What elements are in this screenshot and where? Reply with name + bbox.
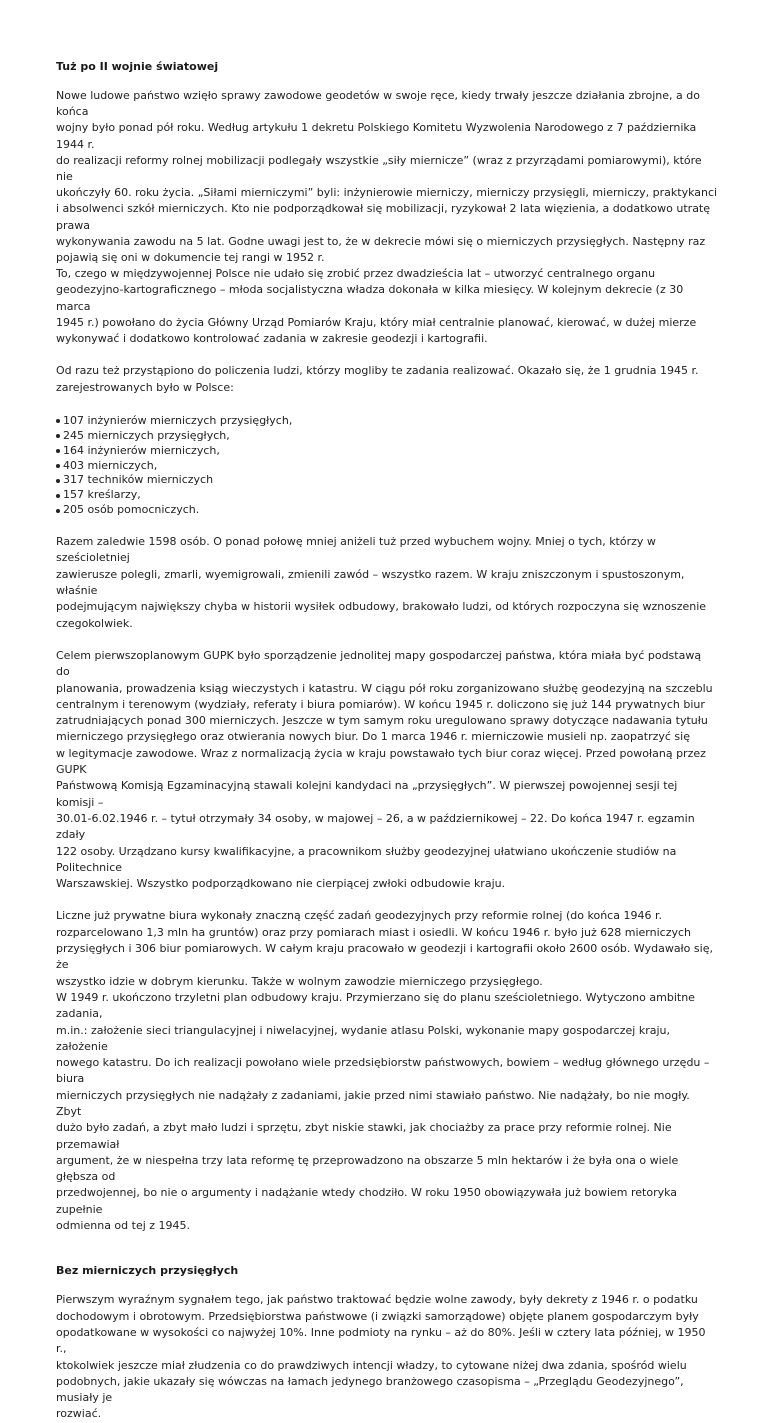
text-line: mierniczych przysięgłych nie nadążały z zadaniami, jakie przed nimi stawiało państwo. Nie nadążały, bo nie mogły. Zbyt <box>56 1088 690 1118</box>
text-line: wykonywać i dodatkowo kontrolować zadania w zakresie geodezji i kartografii. <box>56 332 488 346</box>
text-line: zawierusze polegli, zmarli, wyemigrowali, zmienili zawód – wszystko razem. W kraju zniszczonym i spustoszonym, właśnie <box>56 567 685 598</box>
text-line: dochodowym i obrotowym. Przedsiębiorstwa państwowe (i związki samorządowe) objęte planem gospodarczym były <box>56 1309 699 1323</box>
text-line: geodezyjno-kartograficznego – młoda socjalistyczna władza dokonała w kilka miesięcy. W kolejnym dekrecie (z 30 marca <box>56 283 684 313</box>
paragraph <box>56 88 718 347</box>
text-line: wykonywania zawodu na 5 lat. Godne uwagi jest to, że w dekrecie mówi się o mierniczych przysięgłych. Następny raz <box>56 234 706 248</box>
text-line: Nowe ludowe państwo wzięło sprawy zawodowe geodetów w swoje ręce, kiedy trwały jeszcze działania zbrojne, a do końca <box>56 89 700 119</box>
text-line: w legitymacje zawodowe. Wraz z normalizacją życia w kraju powstawało tych biur coraz więcej. Przed powołaną przez GUPK <box>56 746 706 777</box>
text-line: To, czego w międzywojennej Polsce nie udało się zrobić przez dwadzieścia lat – utworzyć centralnego organu <box>56 267 656 281</box>
text-line: dużo było zadań, a zbyt mało ludzi i sprzętu, zbyt niskie stawki, jak chociażby za prace przy reformie rolnej. Nie przemawiał <box>56 1121 672 1151</box>
text-line: czegokolwiek. <box>56 616 133 630</box>
paragraph <box>56 1292 718 1422</box>
text-line: m.in.: założenie sieci triangulacyjnej i niwelacyjnej, wydanie atlasu Polski, wykonanie mapy gospodarczej kraju, założenie <box>56 1023 670 1053</box>
text-line: rozparcelowano 1,3 mln ha gruntów) oraz przy pomiarach miast i osiedli. W końcu 1946 r. było już 628 mierniczych <box>56 925 692 939</box>
text-line: 30.01-6.02.1946 r. – tytuł otrzymały 34 osoby, w majowej – 26, a w październikowej – 22. Do końca 1947 r. egzamin zdały <box>56 811 695 842</box>
text-line: podobnych, jakie ukazały się wówczas na łamach jedynego branżowego czasopisma – „Przeglądu Geodezyjnego”, musiały je <box>56 1374 684 1405</box>
text-line: 122 osoby. Urządzano kursy kwalifikacyjne, a pracownikom służby geodezyjnej ułatwiano ukończenie studiów na Politechnice <box>56 844 677 874</box>
text-line: przysięgłych i 306 biur pomiarowych. W całym kraju pracowało w geodezji i kartografii około 2600 osób. Wydawało się, że <box>56 942 713 972</box>
text-line: zatrudniających ponad 300 mierniczych. Jeszcze w tym samym roku uregulowano sprawy dotyczące nadawania tytułu <box>56 714 708 728</box>
list-item: 157 kreślarzy, <box>56 488 718 503</box>
surveyor-count-list <box>56 414 718 518</box>
list-item: 245 mierniczych przysięgłych, <box>56 429 718 444</box>
paragraph <box>56 648 718 892</box>
list-item: 317 techników mierniczych <box>56 473 718 488</box>
text-line: pojawią się oni w dokumencie tej rangi w 1952 r. <box>56 251 325 265</box>
text-line: i absolwenci szkół mierniczych. Kto nie podporządkował się mobilizacji, ryzykował 2 lata więzienia, a dodatkowo utratę prawa <box>56 202 711 232</box>
text-line: wszystko idzie w dobrym kierunku. Także w wolnym zawodzie mierniczego przysięgłego. <box>56 974 543 988</box>
text-line: centralnym i terenowym (wydziały, referaty i biura pomiarów). W końcu 1945 r. doliczono się już 144 prywatnych biur <box>56 697 705 711</box>
section-heading: Tuż po II wojnie światowej <box>56 60 219 73</box>
text-line: wojny było ponad pół roku. Według artykułu 1 dekretu Polskiego Komitetu Wyzwolenia Narodowego z 7 października 1944 r. <box>56 121 697 151</box>
text-line: do realizacji reformy rolnej mobilizacji podlegały wszystkie „siły miernicze” (wraz z przyrządami pomiarowymi), które nie <box>56 153 702 184</box>
text-line: Państwową Komisją Egzaminacyjną stawali kolejni kandydaci na „przysięgłych”. W pierwszej powojennej sesji tej komisji – <box>56 779 678 809</box>
list-item: 205 osób pomocniczych. <box>56 503 718 518</box>
text-line: mierniczego przysięgłego oraz otwierania nowych biur. Do 1 marca 1946 r. mierniczowie musieli np. zaopatrzyć się <box>56 730 690 744</box>
text-line: Od razu też przystąpiono do policzenia ludzi, którzy mogliby te zadania realizować. Okazało się, że 1 grudnia 1945 r. <box>56 364 699 378</box>
text-line: Razem zaledwie 1598 osób. O ponad połowę mniej aniżeli tuż przed wybuchem wojny. Mniej o tych, którzy w sześcioletniej <box>56 535 656 565</box>
text-line: podejmującym największy chyba w historii wysiłek odbudowy, brakowało ludzi, od których rozpoczyna się wznoszenie <box>56 600 707 614</box>
text-line: argument, że w niespełna trzy lata reformę tę przeprowadzono na obszarze 5 mln hektarów i że była ona o wiele głębsza od <box>56 1153 679 1184</box>
text-line: odmienna od tej z 1945. <box>56 1219 191 1233</box>
text-line: Pierwszym wyraźnym sygnałem tego, jak państwo traktować będzie wolne zawody, były dekrety z 1946 r. o podatku <box>56 1293 698 1307</box>
text-line: Warszawskiej. Wszystko podporządkowano nie cierpiącej zwłoki odbudowie kraju. <box>56 877 506 891</box>
text-line: planowania, prowadzenia ksiąg wieczystych i katastru. W ciągu pół roku zorganizowano służbę geodezyjną na szczeblu <box>56 681 713 695</box>
text-line: ktokolwiek jeszcze miał złudzenia co do prawdziwych intencji władzy, to cytowane niżej dwa zdania, spośród wielu <box>56 1358 687 1372</box>
section-heading: Bez mierniczych przysięgłych <box>56 1264 239 1278</box>
paragraph <box>56 534 718 632</box>
text-line: nowego katastru. Do ich realizacji powołano wiele przedsiębiorstw państwowych, bowiem – według głównego urzędu – biura <box>56 1056 710 1086</box>
text-line: ukończyły 60. roku życia. „Siłami mierniczymi” byli: inżynierowie mierniczy, mierniczy przysięgli, mierniczy, praktykanci <box>56 186 718 200</box>
document-page <box>56 0 718 1423</box>
text-line: W 1949 r. ukończono trzyletni plan odbudowy kraju. Przymierzano się do planu sześcioletniego. Wytyczono ambitne zadania, <box>56 990 695 1021</box>
text-line: przedwojennej, bo nie o argumenty i nadążanie wtedy chodziło. W roku 1950 obowiązywała już bowiem retoryka zupełnie <box>56 1186 678 1216</box>
list-item: 107 inżynierów mierniczych przysięgłych, <box>56 414 718 429</box>
paragraph <box>56 363 718 396</box>
text-line: rozwiać. <box>56 1407 102 1421</box>
text-line: Celem pierwszoplanowym GUPK było sporządzenie jednolitej mapy gospodarczej państwa, która miała być podstawą do <box>56 648 702 679</box>
paragraph <box>56 908 718 1234</box>
text-line: Liczne już prywatne biura wykonały znaczną część zadań geodezyjnych przy reformie rolnej (do końca 1946 r. <box>56 909 662 923</box>
list-item: 403 mierniczych, <box>56 459 718 474</box>
list-item: 164 inżynierów mierniczych, <box>56 444 718 459</box>
text-line: zarejestrowanych było w Polsce: <box>56 380 234 394</box>
text-line: opodatkowane w wysokości co najwyżej 10%. Inne podmioty na rynku – aż do 80%. Jeśli w cztery lata później, w 1950 r., <box>56 1325 706 1356</box>
text-line: 1945 r.) powołano do życia Główny Urząd Pomiarów Kraju, który miał centralnie planować, kierować, w dużej mierze <box>56 315 697 329</box>
